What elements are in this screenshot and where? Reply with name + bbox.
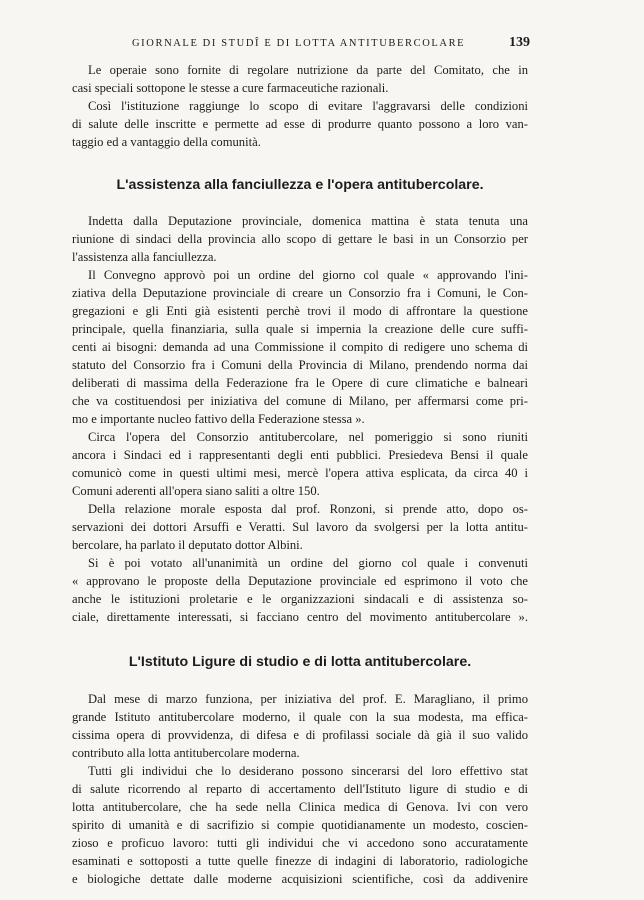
text-line: l'assistenza alla fanciullezza. — [72, 250, 217, 264]
text-line: lotta antitubercolare, che ha sede nella Clinica medica di Genova. Ivi con vero — [72, 800, 528, 814]
text-line: statuto del Consorzio fra i Comuni della Provincia di Milano, prendendo norma dai — [72, 358, 528, 372]
text-line: di salute ricorrendo al reparto di accertamento dell'Istituto ligure di studio e di — [72, 782, 528, 796]
text-line: Comuni aderenti all'opera siano saliti a oltre 150. — [72, 484, 320, 498]
section-heading: L'assistenza alla fanciullezza e l'opera antitubercolare. — [116, 177, 484, 193]
text-line: bercolare, ha parlato il deputato dottor Albini. — [72, 538, 303, 552]
text-line: taggio ed a vantaggio della comunità. — [72, 135, 261, 149]
running-head: GIORNALE DI STUDÎ E DI LOTTA ANTITUBERCOLARE — [132, 38, 466, 49]
text-line: Il Convegno approvò poi un ordine del giorno col quale « approvando l'ini- — [88, 268, 528, 282]
text-line: Le operaie sono fornite di regolare nutrizione da parte del Comitato, che in — [88, 63, 528, 77]
text-line: anche le istituzioni proletarie e le organizzazioni sindacali e di assistenza so- — [72, 592, 528, 606]
text-line: spirito di umanità e di sacrifizio si compie quotidianamente un modesto, coscien- — [72, 818, 528, 832]
text-line: e biologiche dettate dalle moderne acquisizioni scientifiche, così da addivenire — [72, 872, 528, 886]
text-line: Dal mese di marzo funziona, per iniziativa del prof. E. Maragliano, il primo — [88, 692, 528, 706]
text-line: Tutti gli individui che lo desiderano possono sincerarsi del loro effettivo stat — [88, 764, 528, 778]
text-line: ciale, direttamente interessati, si facciano centro del movimento antitubercolare ». — [72, 610, 528, 624]
text-line: contributo alla lotta antitubercolare moderna. — [72, 746, 300, 760]
text-line: « approvano le proposte della Deputazione provinciale ed esprimono il voto che — [72, 574, 528, 588]
text-line: servazioni dei dottori Arsuffi e Veratti. Sul lavoro da svolgersi per la lotta antitu- — [72, 520, 528, 534]
text-line: riunione di sindaci della provincia allo scopo di gettare le basi in un Consorzio per — [72, 232, 528, 246]
text-line: di salute delle inscritte e permette ad esse di produrre quanto possono a loro van- — [72, 117, 528, 131]
text-line: Indetta dalla Deputazione provinciale, domenica mattina è stata tenuta una — [88, 214, 528, 228]
text-line: mo e importante nucleo fattivo della Federazione stessa ». — [72, 412, 365, 426]
text-line: Così l'istituzione raggiunge lo scopo di evitare l'aggravarsi delle condizioni — [88, 99, 528, 113]
text-line: esaminati e sottoposti a tutte quelle finezze di indagini di laboratorio, radiologiche — [72, 854, 528, 868]
text-line: Si è poi votato all'unanimità un ordine del giorno col quale i convenuti — [88, 556, 528, 570]
text-line: zioso e proficuo lavoro: tutti gli individui che vi accedono sono accuratamente — [72, 836, 528, 850]
page-number: 139 — [509, 35, 530, 50]
section2-text — [72, 690, 528, 888]
section-heading: L'Istituto Ligure di studio e di lotta antitubercolare. — [128, 654, 472, 670]
text-line: Circa l'opera del Consorzio antitubercolare, nel pomeriggio si sono riuniti — [88, 430, 528, 444]
text-line: grande Istituto antitubercolare moderno, il quale con la sua modesta, ma effica- — [72, 710, 528, 724]
text-line: comunicò come in questi ultimi mesi, mercè l'opera attiva esplicata, da circa 40 i — [72, 466, 528, 480]
text-line: ancora i Sindaci ed i rappresentanti degli enti pubblici. Presiedeva Bensi il quale — [72, 448, 528, 462]
page-body — [72, 61, 528, 888]
text-line: deliberati di massima della Federazione fra le Opere di cure climatiche e balneari — [72, 376, 528, 390]
text-line: Della relazione morale esposta dal prof. Ronzoni, si prende atto, dopo os- — [88, 502, 528, 516]
text-line: principale, quella finanziaria, sulla quale si impernia la creazione delle cure suffi- — [72, 322, 528, 336]
text-line: gregazioni e gli Enti già esistenti perchè trovi il modo di affrontare la questione — [72, 304, 528, 318]
intro-paragraphs — [72, 61, 528, 151]
text-line: casi speciali sottopone le stesse a cure farmaceutiche razionali. — [72, 81, 389, 95]
text-line: cissima opera di provvidenza, di difesa e di profilassi sociale dà già il suo valido — [72, 728, 528, 742]
text-line: che va costituendosi per iniziativa del comune di Milano, per affermarsi come pri- — [72, 394, 528, 408]
section1-text — [72, 212, 528, 626]
text-line: ziativa della Deputazione provinciale di creare un Consorzio fra i Comuni, le Con- — [72, 286, 528, 300]
text-line: centi ai bisogni: demanda ad una Commissione il compito di redigere uno schema di — [72, 340, 528, 354]
